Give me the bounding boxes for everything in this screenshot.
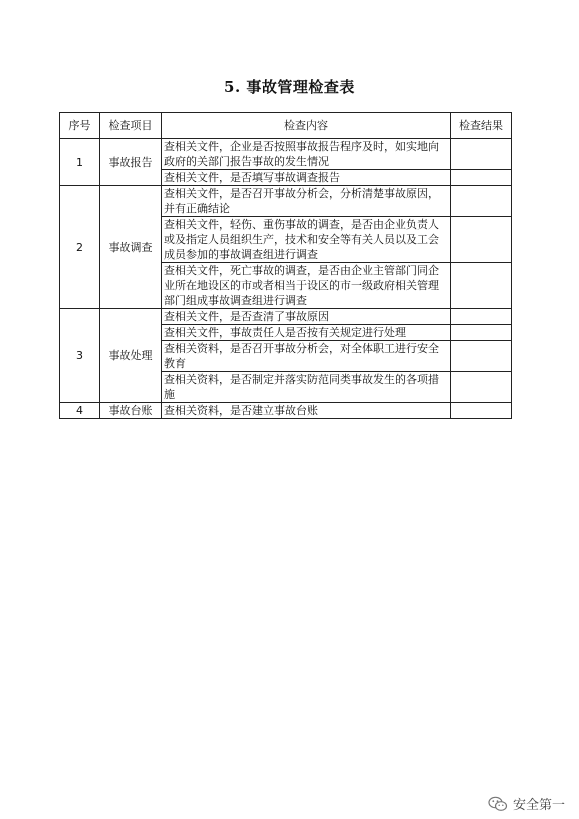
check-content: 查相关文件，是否召开事故分析会，分析清楚事故原因，并有正确结论	[162, 186, 451, 217]
check-result-cell	[451, 263, 512, 309]
check-result-cell	[451, 139, 512, 170]
group-item: 事故报告	[100, 139, 162, 186]
check-content: 查相关资料，是否召开事故分析会，对全体职工进行安全教育	[162, 341, 451, 372]
footer-watermark	[488, 794, 565, 813]
group-item: 事故处理	[100, 309, 162, 403]
table-row	[60, 186, 512, 217]
check-result-cell	[451, 403, 512, 419]
header-result: 检查结果	[451, 113, 512, 139]
check-result-cell	[451, 186, 512, 217]
check-content: 查相关文件，企业是否按照事故报告程序及时，如实地向政府的关部门报告事故的发生情况	[162, 139, 451, 170]
check-result-cell	[451, 372, 512, 403]
check-result-cell	[451, 309, 512, 325]
group-no: 3	[60, 309, 100, 403]
check-content: 查相关文件，是否查清了事故原因	[162, 309, 451, 325]
group-no: 1	[60, 139, 100, 186]
check-content: 查相关资料，是否建立事故台账	[162, 403, 451, 419]
inspection-table	[59, 112, 512, 419]
table-header-row	[60, 113, 512, 139]
check-content: 查相关文件，轻伤、重伤事故的调查，是否由企业负责人或及指定人员组织生产，技术和安全等有关人员以及工会成员参加的事故调查组进行调查	[162, 217, 451, 263]
wechat-icon	[488, 796, 508, 812]
header-item: 检查项目	[100, 113, 162, 139]
check-content: 查相关文件，是否填写事故调查报告	[162, 170, 451, 186]
header-no: 序号	[60, 113, 100, 139]
page-title: 5. 事故管理检查表	[224, 78, 355, 96]
group-item: 事故调查	[100, 186, 162, 309]
group-item: 事故台账	[100, 403, 162, 419]
check-content: 查相关资料，是否制定并落实防范同类事故发生的各项措施	[162, 372, 451, 403]
table-row	[60, 403, 512, 419]
check-result-cell	[451, 170, 512, 186]
check-result-cell	[451, 341, 512, 372]
header-content: 检查内容	[162, 113, 451, 139]
group-no: 2	[60, 186, 100, 309]
check-content: 查相关文件，事故责任人是否按有关规定进行处理	[162, 325, 451, 341]
table-row	[60, 139, 512, 170]
check-result-cell	[451, 217, 512, 263]
check-result-cell	[451, 325, 512, 341]
table-row	[60, 309, 512, 325]
check-content: 查相关文件，死亡事故的调查，是否由企业主管部门同企业所在地设区的市或者相当于设区的市一级政府相关管理部门组成事故调查组进行调查	[162, 263, 451, 309]
group-no: 4	[60, 403, 100, 419]
footer-label: 安全第一	[512, 798, 565, 813]
